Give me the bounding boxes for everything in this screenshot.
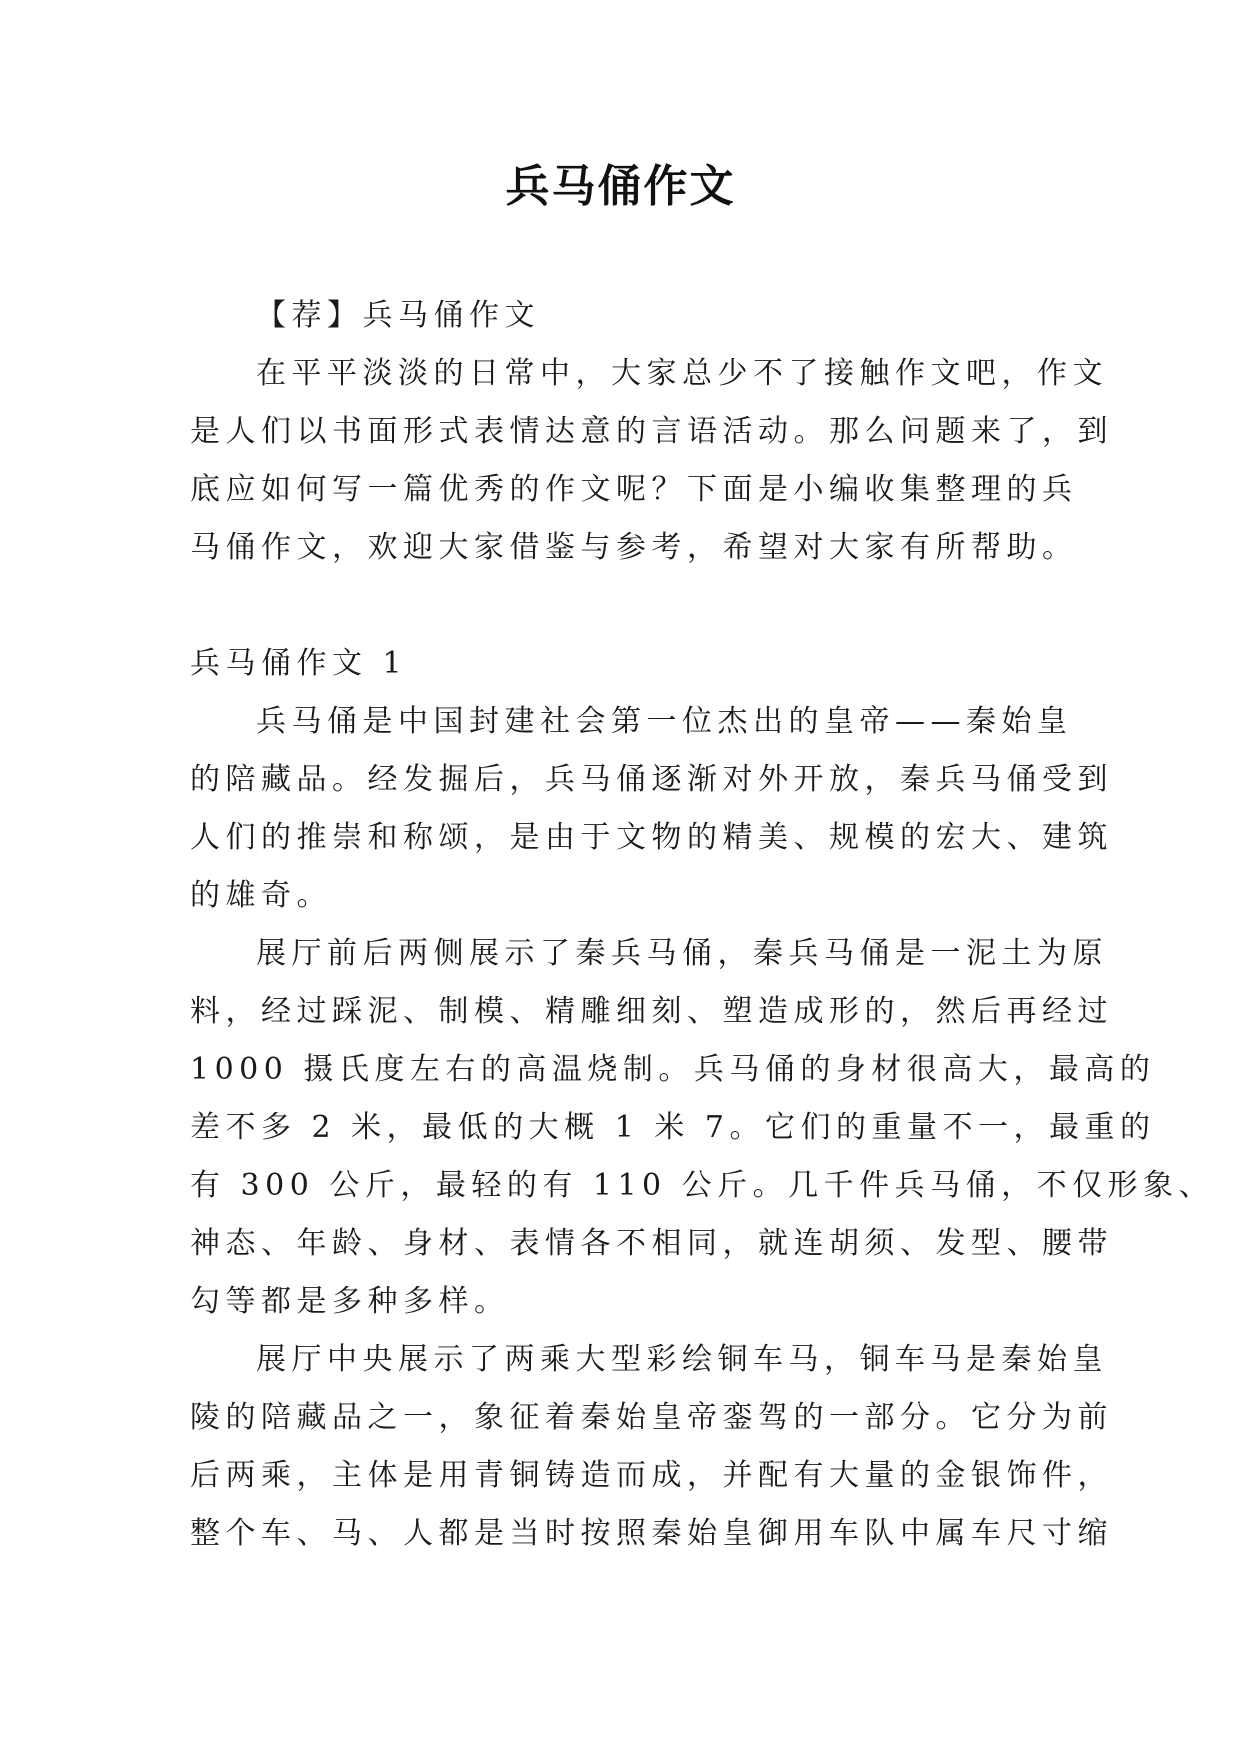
document-title: 兵马俑作文: [505, 161, 736, 212]
intro-line: 是人们以书面形式表情达意的言语活动。那么问题来了，到: [190, 414, 1113, 449]
paragraph-gap: [190, 577, 1054, 635]
intro-line: 底应如何写一篇优秀的作文呢？下面是小编收集整理的兵: [190, 472, 1078, 507]
document-body: [190, 287, 1215, 1563]
paragraph-line: 人们的推崇和称颂，是由于文物的精美、规模的宏大、建筑: [190, 820, 1113, 855]
intro-line: 马俑作文，欢迎大家借鉴与参考，希望对大家有所帮助。: [190, 530, 1078, 565]
intro-line: 在平平淡淡的日常中，大家总少不了接触作文吧，作文: [256, 356, 1108, 391]
paragraph-line: 的雄奇。: [190, 878, 332, 913]
paragraph-line: 差不多 2 米，最低的大概 1 米 7。它们的重量不一，最重的: [190, 1110, 1156, 1145]
paragraph-line: 展厅中央展示了两乘大型彩绘铜车马，铜车马是秦始皇: [256, 1342, 1108, 1377]
paragraph-line: 的陪藏品。经发掘后，兵马俑逐渐对外开放，秦兵马俑受到: [190, 762, 1113, 797]
paragraph-line: 展厅前后两侧展示了秦兵马俑，秦兵马俑是一泥土为原: [256, 936, 1108, 971]
paragraph-line: 兵马俑是中国封建社会第一位杰出的皇帝——秦始皇: [256, 704, 1073, 739]
paragraph-line: 后两乘，主体是用青铜铸造而成，并配有大量的金银饰件，: [190, 1458, 1113, 1493]
section-heading: 兵马俑作文 1: [190, 646, 408, 681]
paragraph-line: 勾等都是多种多样。: [190, 1284, 510, 1319]
paragraph-line: 1000 摄氏度左右的高温烧制。兵马俑的身材很高大，最高的: [190, 1052, 1156, 1087]
recommend-heading: 【荐】兵马俑作文: [256, 298, 540, 333]
paragraph-line: 料，经过踩泥、制模、精雕细刻、塑造成形的，然后再经过: [190, 994, 1113, 1029]
paragraph-line: 陵的陪藏品之一，象征着秦始皇帝銮驾的一部分。它分为前: [190, 1400, 1113, 1435]
paragraph-line: 有 300 公斤，最轻的有 110 公斤。几千件兵马俑，不仅形象、: [190, 1168, 1215, 1203]
paragraph-line: 神态、年龄、身材、表情各不相同，就连胡须、发型、腰带: [190, 1226, 1113, 1261]
paragraph-line: 整个车、马、人都是当时按照秦始皇御用车队中属车尺寸缩: [190, 1516, 1113, 1551]
